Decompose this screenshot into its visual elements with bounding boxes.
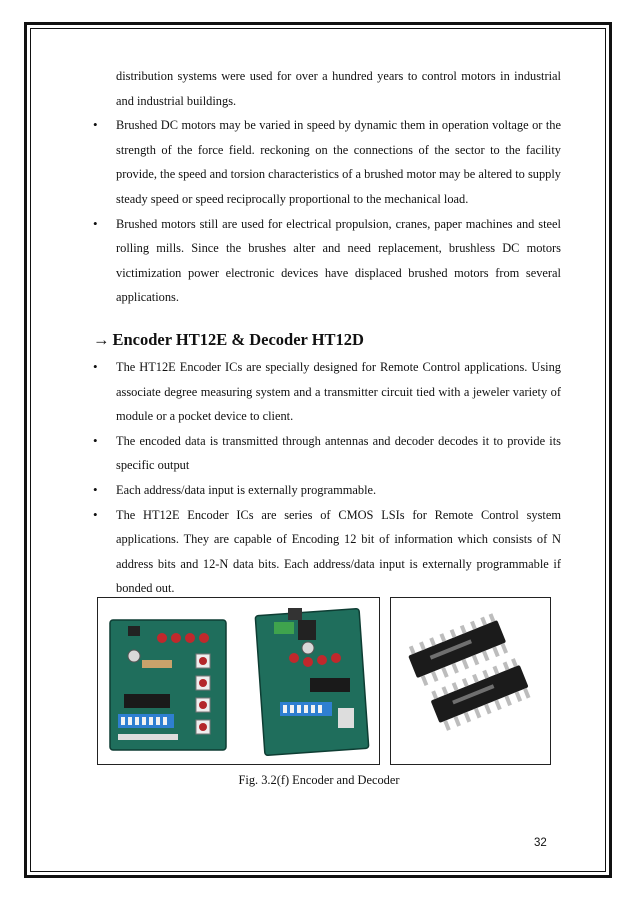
bullet-item: • Brushed motors still are used for electrical propulsion, cranes, paper machines and steel rolling mills. Since the brushes alter and need replacement, brushless DC motors victimization power electronic devices have displaced brushed motors from several applications. bbox=[93, 212, 561, 310]
page-number: 32 bbox=[534, 837, 547, 849]
bullet-item: • The HT12E Encoder ICs are series of CMOS LSIs for Remote Control system applications. They are capable of Encoding 12 bit of information which consists of N address bits and 12-N data bits. Each address/data input is externally programmable if bonded out. bbox=[93, 503, 561, 601]
arrow-icon: → bbox=[93, 329, 110, 349]
intro-paragraph: distribution systems were used for over a hundred years to control motors in industrial and industrial buildings. bbox=[116, 69, 561, 108]
bullet-item: • The encoded data is transmitted through antennas and decoder decodes it to provide its specific output bbox=[93, 429, 561, 478]
page-content bbox=[93, 64, 561, 601]
section-heading bbox=[93, 327, 561, 353]
figure-caption: Fig. 3.2(f) Encoder and Decoder bbox=[238, 773, 400, 787]
bullet-item: • Each address/data input is externally programmable. bbox=[93, 478, 561, 503]
section-heading-text: Encoder HT12E & Decoder HT12D bbox=[112, 329, 364, 349]
bullet-item: • Brushed DC motors may be varied in speed by dynamic them in operation voltage or the strength of the force field. reckoning on the connections of the sector to the facility provide, the speed and torsion characteristics of a brushed motor may be altered to supply steady speed or speed reciprocally proportional to the mechanical load. bbox=[93, 113, 561, 211]
ic-chips-photo bbox=[390, 597, 551, 765]
encoder-decoder-boards-photo bbox=[97, 597, 380, 765]
bullet-list-bottom bbox=[93, 355, 561, 601]
bullet-list-top bbox=[93, 113, 561, 310]
bullet-item: • The HT12E Encoder ICs are specially designed for Remote Control applications. Using associate degree measuring system and a transmitter circuit tied with a jeweler variety of module or a pocket device to client. bbox=[93, 355, 561, 429]
